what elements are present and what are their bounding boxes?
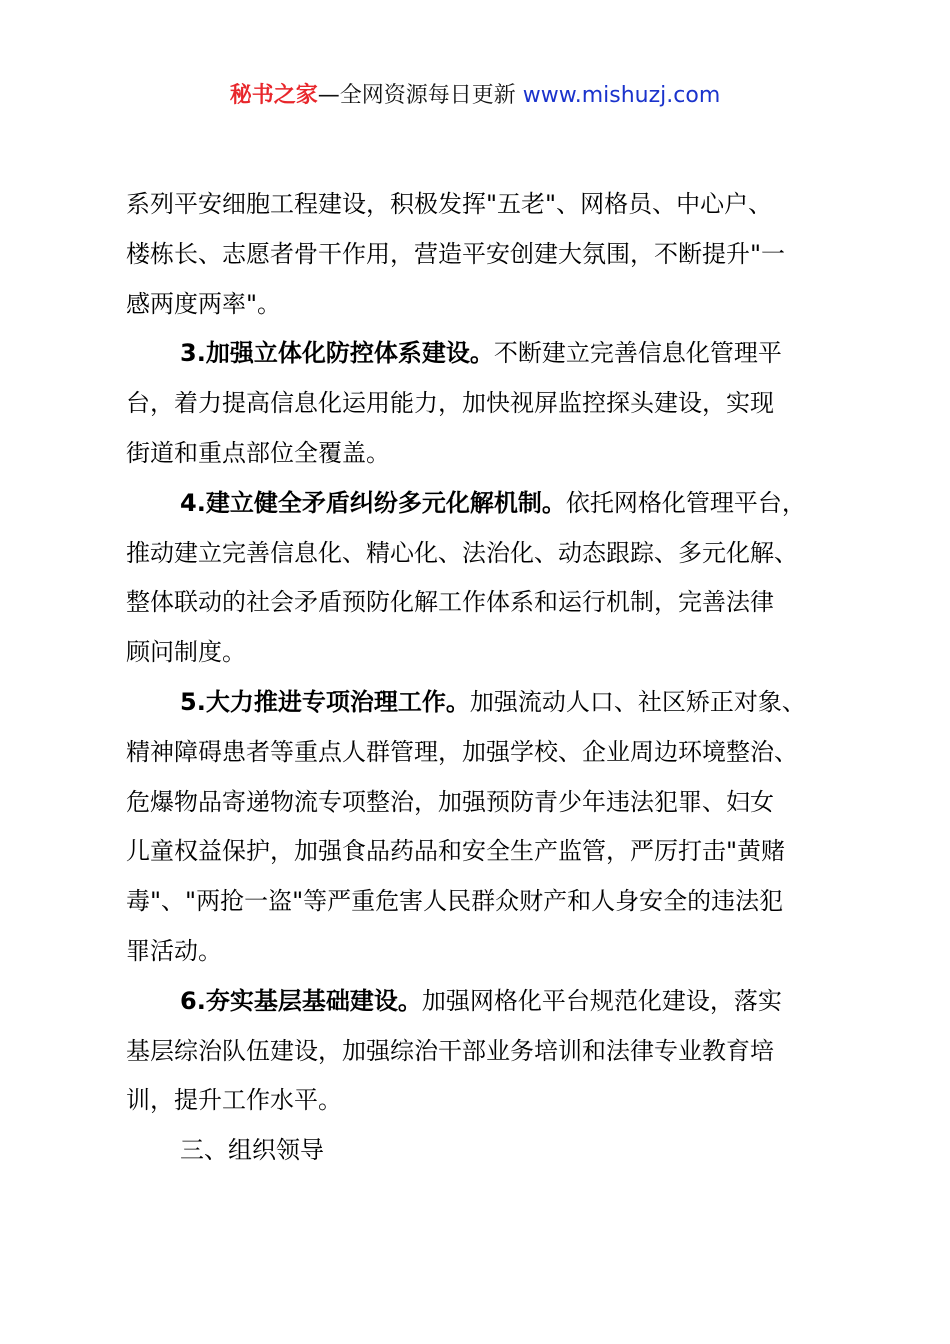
paragraph-item-5 xyxy=(126,678,856,977)
site-url[interactable]: www.mishuzj.com xyxy=(522,83,721,108)
text-line: 加强网格化平台规范化建设，落实 xyxy=(421,986,782,1015)
paragraph-item-3 xyxy=(126,329,856,478)
item-heading: 4.建立健全矛盾纠纷多元化解机制。 xyxy=(180,488,566,517)
paragraph-item-6 xyxy=(126,977,856,1126)
text-line: 依托网格化管理平台， xyxy=(565,488,806,517)
text-line: 感两度两率"。 xyxy=(126,289,282,318)
text-line: 加强流动人口、社区矫正对象、 xyxy=(469,687,806,716)
text-line: 台，着力提高信息化运用能力，加快视屏监控探头建设，实现 xyxy=(126,389,774,418)
text-line: 整体联动的社会矛盾预防化解工作体系和运行机制，完善法律 xyxy=(126,588,774,617)
text-line: 三、组织领导 xyxy=(180,1136,324,1165)
text-line: 训，提升工作水平。 xyxy=(126,1086,342,1115)
text-line: 推动建立完善信息化、精心化、法治化、动态跟踪、多元化解、 xyxy=(126,538,798,567)
document-body xyxy=(126,180,856,1176)
header-slogan: —全网资源每日更新 xyxy=(317,83,516,108)
text-line: 楼栋长、志愿者骨干作用，营造平安创建大氛围，不断提升"一 xyxy=(126,239,786,268)
text-line: 不断建立完善信息化管理平 xyxy=(493,339,782,368)
item-heading: 6.夯实基层基础建设。 xyxy=(180,986,422,1015)
page-header xyxy=(0,80,950,112)
text-line: 罪活动。 xyxy=(126,936,222,965)
text-line: 精神障碍患者等重点人群管理，加强学校、企业周边环境整治、 xyxy=(126,737,798,766)
text-line: 系列平安细胞工程建设，积极发挥"五老"、网格员、中心户、 xyxy=(126,190,773,218)
text-line: 毒"、"两抢一盗"等严重危害人民群众财产和人身安全的违法犯 xyxy=(126,887,784,916)
item-heading: 3.加强立体化防控体系建设。 xyxy=(180,339,494,368)
item-heading: 5.大力推进专项治理工作。 xyxy=(180,687,470,716)
paragraph-item-4 xyxy=(126,479,856,678)
brand-name: 秘书之家 xyxy=(229,83,318,108)
paragraph-1 xyxy=(126,180,856,329)
text-line: 基层综治队伍建设，加强综治干部业务培训和法律专业教育培 xyxy=(126,1036,774,1065)
text-line: 儿童权益保护，加强食品药品和安全生产监管，严厉打击"黄赌 xyxy=(126,837,786,866)
text-line: 危爆物品寄递物流专项整治，加强预防青少年违法犯罪、妇女 xyxy=(126,787,774,816)
section-heading xyxy=(126,1126,856,1176)
text-line: 街道和重点部位全覆盖。 xyxy=(126,438,390,467)
text-line: 顾问制度。 xyxy=(126,638,246,667)
